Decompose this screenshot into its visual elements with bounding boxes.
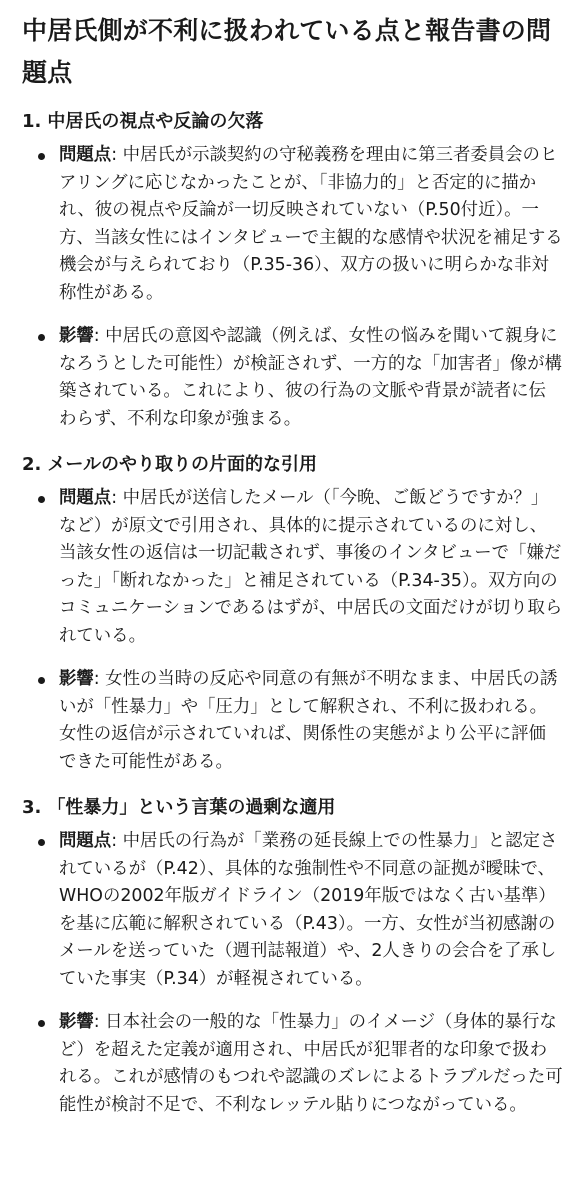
item-label: 問題点 — [59, 831, 112, 851]
list-item — [22, 666, 563, 776]
list-item — [22, 485, 563, 650]
list-item — [22, 323, 563, 433]
bullet-icon — [38, 839, 45, 846]
item-text: : 女性の当時の反応や同意の有無が不明なまま、中居氏の誘いが「性暴力」や「圧力」として解釈され、不利に扱われる。女性の返信が示されていれば、関係性の実態がより公平に評価できた可能性がある。 — [59, 669, 558, 772]
bullet-icon — [38, 153, 45, 160]
section-heading-text: メールのやり取りの片面的な引用 — [47, 454, 318, 475]
section-heading-text: 中居氏の視点や反論の欠落 — [47, 111, 264, 132]
bullet-icon — [38, 677, 45, 684]
bullet-icon — [38, 496, 45, 503]
section-number: 2. — [22, 454, 42, 475]
section-1 — [22, 108, 563, 433]
item-label: 問題点 — [59, 488, 112, 508]
section-heading-text: 「性暴力」という言葉の過剰な適用 — [47, 797, 336, 818]
list-item — [22, 142, 563, 307]
item-text: : 中居氏が示談契約の守秘義務を理由に第三者委員会のヒアリングに応じなかったことが、「非協力的」と否定的に描かれ、彼の視点や反論が一切反映されていない（P.50付近）。一方、当該女性にはインタビューで主観的な感情や状況を補足する機会が与えられており（P.35-36）、双方の扱いに明らかな非対称性がある。 — [59, 145, 563, 303]
item-label: 影響 — [59, 669, 94, 689]
section-2 — [22, 451, 563, 776]
item-text: : 中居氏の意図や認識（例えば、女性の悩みを聞いて親身になろうとした可能性）が検証されず、一方的な「加害者」像が構築されている。これにより、彼の行為の文脈や背景が読者に伝わらず、不利な印象が強まる。 — [59, 326, 562, 429]
section-heading — [22, 108, 563, 136]
page-title: 中居氏側が不利に扱われている点と報告書の問題点 — [22, 16, 552, 87]
item-text: : 中居氏の行為が「業務の延長線上での性暴力」と認定されているが（P.42）、具体的な強制性や不同意の証拠が曖昧で、WHOの2002年版ガイドライン（2019年版ではなく古い基準）を基に広範に解釈されている（P.43）。一方、女性が当初感謝のメールを送っていた（週刊誌報道）や、2人きりの会合を了承していた事実（P.34）が軽視されている。 — [59, 831, 558, 989]
bullet-icon — [38, 334, 45, 341]
list-item — [22, 1009, 563, 1119]
section-heading — [22, 451, 563, 479]
list-item — [22, 828, 563, 993]
section-number: 3. — [22, 797, 42, 818]
section-3 — [22, 794, 563, 1119]
item-text: : 日本社会の一般的な「性暴力」のイメージ（身体的暴行など）を超えた定義が適用され、中居氏が犯罪者的な印象で扱われる。これが感情のもつれや認識のズレによるトラブルだった可能性が検討不足で、不利なレッテル貼りにつながっている。 — [59, 1012, 563, 1115]
item-label: 問題点 — [59, 145, 112, 165]
section-number: 1. — [22, 111, 42, 132]
item-text: : 中居氏が送信したメール（「今晩、ご飯どうですか？」など）が原文で引用され、具体的に提示されているのに対し、当該女性の返信は一切記載されず、事後のインタビューで「嫌だった」「断れなかった」と補足されている（P.34-35）。双方向のコミュニケーションであるはずが、中居氏の文面だけが切り取られている。 — [59, 488, 563, 646]
item-label: 影響 — [59, 1012, 94, 1032]
bullet-icon — [38, 1020, 45, 1027]
item-label: 影響 — [59, 326, 94, 346]
section-heading — [22, 794, 563, 822]
